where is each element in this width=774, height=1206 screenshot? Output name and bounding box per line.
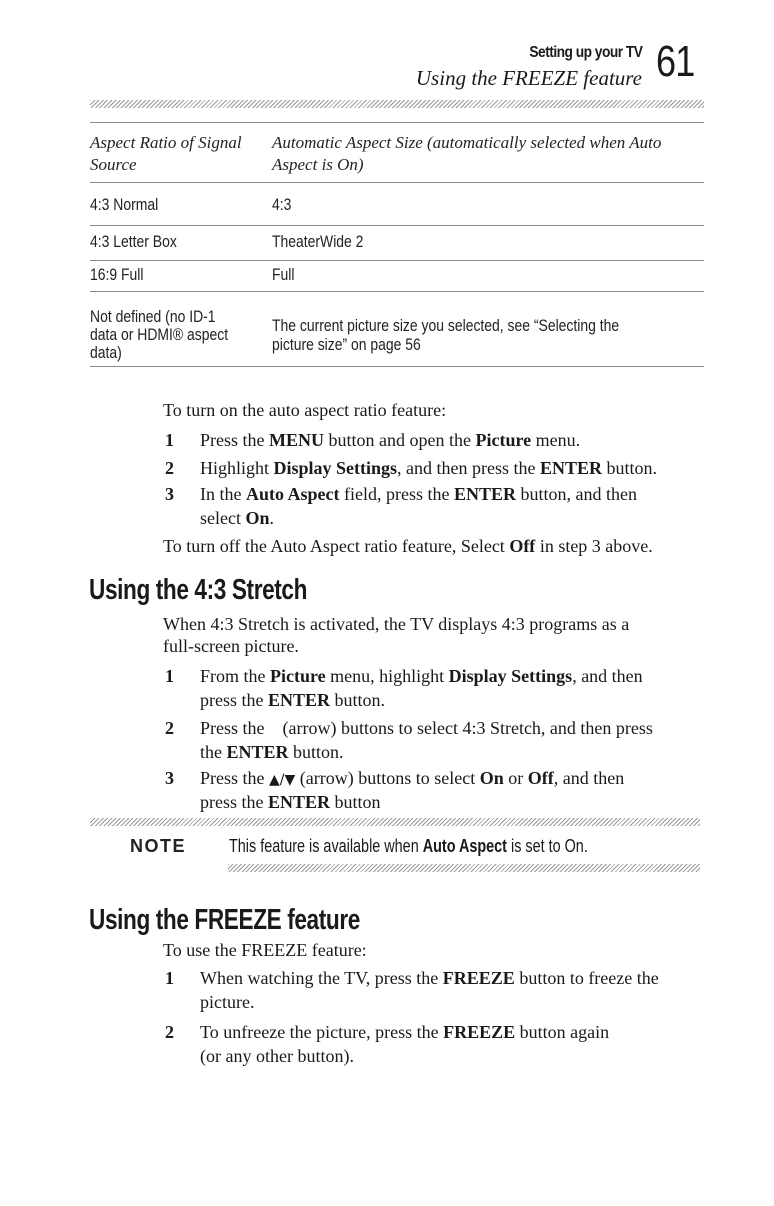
table-top-rule bbox=[90, 122, 704, 123]
table-bottom-rule bbox=[90, 366, 704, 367]
auto-aspect-step-3-cont: select On. bbox=[200, 508, 274, 528]
table-rule bbox=[90, 291, 704, 292]
stretch-step-3: Press the ▲/▼ (arrow) buttons to select On or Off, and then bbox=[200, 768, 625, 788]
subsection-title: Using the FREEZE feature bbox=[415, 66, 642, 90]
auto-aspect-step-3: In the Auto Aspect field, press the ENTER button, and then bbox=[200, 484, 637, 504]
freeze-heading: Using the FREEZE feature bbox=[89, 904, 360, 936]
stretch-intro: When 4:3 Stretch is activated, the TV displays 4:3 programs as a bbox=[163, 614, 630, 634]
freeze-step-2-cont: (or any other button). bbox=[200, 1046, 354, 1066]
table-cell-size: The current picture size you selected, see “Selecting the bbox=[272, 316, 620, 335]
step-number: 3 bbox=[165, 768, 174, 788]
auto-aspect-intro: To turn on the auto aspect ratio feature: bbox=[163, 400, 447, 420]
note-bottom-divider bbox=[228, 864, 700, 872]
freeze-step-1-cont: picture. bbox=[200, 992, 255, 1012]
table-cell-signal: 4:3 Letter Box bbox=[90, 232, 177, 251]
table-rule bbox=[90, 260, 704, 261]
note-top-divider bbox=[90, 818, 700, 826]
table-cell-signal: data) bbox=[90, 343, 122, 362]
step-number: 3 bbox=[165, 484, 174, 504]
step-number: 1 bbox=[165, 968, 174, 988]
stretch-step-2: Press the (arrow) buttons to select 4:3 Stretch, and then press bbox=[200, 718, 653, 738]
freeze-intro: To use the FREEZE feature: bbox=[163, 940, 367, 960]
stretch-step-2-cont: the ENTER button. bbox=[200, 742, 344, 762]
section-title: Setting up your TV bbox=[528, 44, 642, 61]
table-header-signal: Aspect Ratio of Signal Source bbox=[90, 133, 242, 174]
note-label: NOTE bbox=[130, 836, 187, 856]
stretch-step-3-cont: press the ENTER button bbox=[200, 792, 381, 812]
stretch-step-1-cont: press the ENTER button. bbox=[200, 690, 386, 710]
auto-aspect-step-1: Press the MENU button and open the Picture menu. bbox=[200, 430, 581, 450]
table-header-size: Automatic Aspect Size (automatically selected when Auto Aspect is On) bbox=[272, 133, 662, 174]
table-rule bbox=[90, 225, 704, 226]
table-rule bbox=[90, 182, 704, 183]
table-cell-size: TheaterWide 2 bbox=[272, 232, 364, 251]
step-number: 2 bbox=[165, 718, 174, 738]
arrow-icon: ▲/▼ bbox=[269, 772, 296, 788]
table-cell-signal: 4:3 Normal bbox=[90, 195, 159, 214]
freeze-step-2: To unfreeze the picture, press the FREEZE button again bbox=[200, 1022, 610, 1042]
stretch-intro-cont: full-screen picture. bbox=[163, 636, 299, 656]
table-cell-signal: Not defined (no ID-1 bbox=[90, 307, 216, 326]
auto-aspect-step-2: Highlight Display Settings, and then press the ENTER button. bbox=[200, 458, 658, 478]
freeze-step-1: When watching the TV, press the FREEZE button to freeze the bbox=[200, 968, 659, 988]
auto-aspect-outro: To turn off the Auto Aspect ratio feature, Select Off in step 3 above. bbox=[163, 536, 653, 556]
step-number: 2 bbox=[165, 458, 174, 478]
step-number: 2 bbox=[165, 1022, 174, 1042]
table-cell-size: 4:3 bbox=[272, 195, 292, 214]
table-cell-signal: data or HDMI® aspect bbox=[90, 325, 229, 344]
header-divider bbox=[90, 100, 704, 108]
table-cell-size: Full bbox=[272, 265, 295, 284]
step-number: 1 bbox=[165, 666, 174, 686]
note-text: This feature is available when Auto Aspect is set to On. bbox=[229, 836, 588, 856]
stretch-heading: Using the 4:3 Stretch bbox=[89, 574, 308, 606]
step-number: 1 bbox=[165, 430, 174, 450]
page-number: 61 bbox=[656, 37, 695, 86]
table-cell-size: picture size” on page 56 bbox=[272, 335, 421, 354]
table-cell-signal: 16:9 Full bbox=[90, 265, 144, 284]
stretch-step-1: From the Picture menu, highlight Display Settings, and then bbox=[200, 666, 643, 686]
